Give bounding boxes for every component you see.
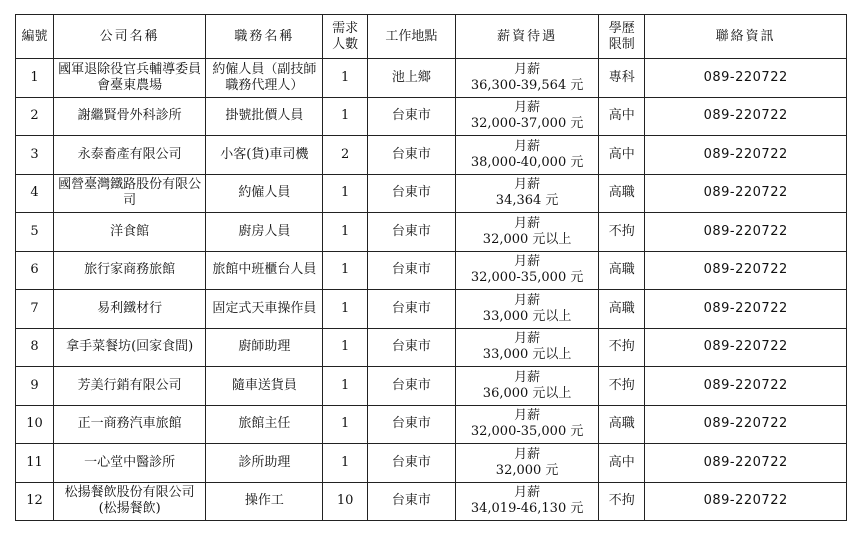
cell-education: 高職 [599,405,645,444]
cell-location: 台東市 [367,174,455,213]
cell-education: 高中 [599,444,645,483]
cell-education: 高職 [599,290,645,329]
salary-amount: 32,000 元以上 [482,231,572,247]
table-row [16,290,847,329]
cell-education: 高職 [599,251,645,290]
salary-type: 月薪 [514,61,541,77]
cell-count: 2 [323,136,367,175]
header-edu-line1: 學歷 [608,20,635,36]
salary-amount: 32,000 元 [495,462,559,478]
cell-no: 5 [16,213,54,252]
cell-company: 松揚餐飲股份有限公司(松揚餐飲) [54,482,206,521]
table-header-row [16,15,847,59]
cell-count: 1 [323,59,367,98]
cell-education: 專科 [599,59,645,98]
cell-no: 10 [16,405,54,444]
salary-amount: 32,000-35,000 元 [470,424,584,440]
header-title: 職務名稱 [206,15,323,59]
cell-location: 台東市 [367,328,455,367]
header-count-line1: 需求 [332,20,359,36]
table-row [16,405,847,444]
table-row [16,136,847,175]
cell-salary [456,136,599,175]
cell-salary [456,213,599,252]
table-row [16,482,847,521]
cell-company: 謝繼賢骨外科診所 [54,97,206,136]
cell-contact: 089-220722 [645,444,847,483]
table-row [16,328,847,367]
cell-count: 1 [323,367,367,406]
cell-salary [456,367,599,406]
cell-salary [456,482,599,521]
salary-type: 月薪 [514,254,541,270]
cell-location: 台東市 [367,444,455,483]
header-no: 編號 [16,15,54,59]
cell-count: 1 [323,405,367,444]
salary-type: 月薪 [514,408,541,424]
cell-education: 高職 [599,174,645,213]
cell-no: 12 [16,482,54,521]
table-row [16,213,847,252]
cell-title: 約僱人員（副技師職務代理人） [206,59,323,98]
table-row [16,367,847,406]
salary-type: 月薪 [514,177,541,193]
cell-education: 高中 [599,136,645,175]
cell-title: 掛號批價人員 [206,97,323,136]
cell-title: 小客(貨)車司機 [206,136,323,175]
cell-count: 10 [323,482,367,521]
cell-location: 台東市 [367,213,455,252]
cell-count: 1 [323,290,367,329]
cell-location: 台東市 [367,405,455,444]
cell-title: 廚師助理 [206,328,323,367]
cell-salary [456,251,599,290]
cell-title: 固定式天車操作員 [206,290,323,329]
cell-no: 11 [16,444,54,483]
salary-amount: 32,000-35,000 元 [470,270,584,286]
cell-title: 旅館中班櫃台人員 [206,251,323,290]
cell-education: 不拘 [599,328,645,367]
salary-type: 月薪 [514,485,541,501]
cell-education: 不拘 [599,213,645,252]
cell-contact: 089-220722 [645,405,847,444]
cell-salary [456,174,599,213]
table-row [16,174,847,213]
header-edu-line2: 限制 [608,36,635,52]
salary-type: 月薪 [514,331,541,347]
cell-contact: 089-220722 [645,482,847,521]
salary-amount: 36,000 元以上 [482,385,572,401]
cell-no: 6 [16,251,54,290]
cell-no: 3 [16,136,54,175]
salary-amount: 32,000-37,000 元 [470,116,584,132]
cell-contact: 089-220722 [645,174,847,213]
table-row [16,97,847,136]
cell-title: 隨車送貨員 [206,367,323,406]
cell-company: 正一商務汽車旅館 [54,405,206,444]
salary-amount: 38,000-40,000 元 [470,154,584,170]
table-row [16,444,847,483]
cell-count: 1 [323,328,367,367]
cell-count: 1 [323,174,367,213]
cell-count: 1 [323,213,367,252]
cell-contact: 089-220722 [645,251,847,290]
table-row [16,251,847,290]
cell-title: 操作工 [206,482,323,521]
cell-education: 不拘 [599,367,645,406]
cell-location: 台東市 [367,97,455,136]
header-company: 公司名稱 [54,15,206,59]
cell-company: 旅行家商務旅館 [54,251,206,290]
cell-count: 1 [323,97,367,136]
cell-company: 永泰畜產有限公司 [54,136,206,175]
cell-contact: 089-220722 [645,59,847,98]
cell-education: 高中 [599,97,645,136]
table-row [16,59,847,98]
salary-amount: 36,300-39,564 元 [470,77,584,93]
cell-location: 台東市 [367,251,455,290]
cell-count: 1 [323,444,367,483]
cell-title: 廚房人員 [206,213,323,252]
salary-amount: 34,019-46,130 元 [470,501,584,517]
header-education [599,15,645,59]
cell-title: 旅館主任 [206,405,323,444]
cell-company: 芳美行銷有限公司 [54,367,206,406]
cell-no: 2 [16,97,54,136]
job-listings-table [15,14,847,521]
cell-no: 8 [16,328,54,367]
cell-contact: 089-220722 [645,367,847,406]
cell-salary [456,444,599,483]
header-location: 工作地點 [367,15,455,59]
cell-location: 台東市 [367,290,455,329]
cell-education: 不拘 [599,482,645,521]
table-body [16,59,847,521]
cell-company: 洋食館 [54,213,206,252]
cell-location: 台東市 [367,136,455,175]
cell-salary [456,97,599,136]
cell-title: 診所助理 [206,444,323,483]
cell-salary [456,290,599,329]
cell-company: 國營臺灣鐵路股份有限公司 [54,174,206,213]
cell-salary [456,405,599,444]
salary-amount: 33,000 元以上 [482,347,572,363]
cell-contact: 089-220722 [645,328,847,367]
cell-title: 約僱人員 [206,174,323,213]
cell-company: 易利鐵材行 [54,290,206,329]
cell-company: 一心堂中醫診所 [54,444,206,483]
cell-contact: 089-220722 [645,290,847,329]
salary-type: 月薪 [514,100,541,116]
cell-location: 池上鄉 [367,59,455,98]
salary-type: 月薪 [514,292,541,308]
cell-company: 國軍退除役官兵輔導委員會臺東農場 [54,59,206,98]
cell-salary [456,59,599,98]
salary-amount: 33,000 元以上 [482,308,572,324]
cell-contact: 089-220722 [645,97,847,136]
salary-amount: 34,364 元 [495,193,559,209]
header-count-line2: 人數 [332,36,359,52]
salary-type: 月薪 [514,369,541,385]
header-count [323,15,367,59]
cell-no: 1 [16,59,54,98]
cell-company: 拿手菜餐坊(回家食間) [54,328,206,367]
cell-no: 9 [16,367,54,406]
cell-contact: 089-220722 [645,213,847,252]
cell-salary [456,328,599,367]
cell-no: 4 [16,174,54,213]
header-salary: 薪資待遇 [456,15,599,59]
cell-contact: 089-220722 [645,136,847,175]
cell-location: 台東市 [367,367,455,406]
salary-type: 月薪 [514,446,541,462]
salary-type: 月薪 [514,215,541,231]
cell-count: 1 [323,251,367,290]
header-contact: 聯絡資訊 [645,15,847,59]
cell-no: 7 [16,290,54,329]
salary-type: 月薪 [514,138,541,154]
cell-location: 台東市 [367,482,455,521]
